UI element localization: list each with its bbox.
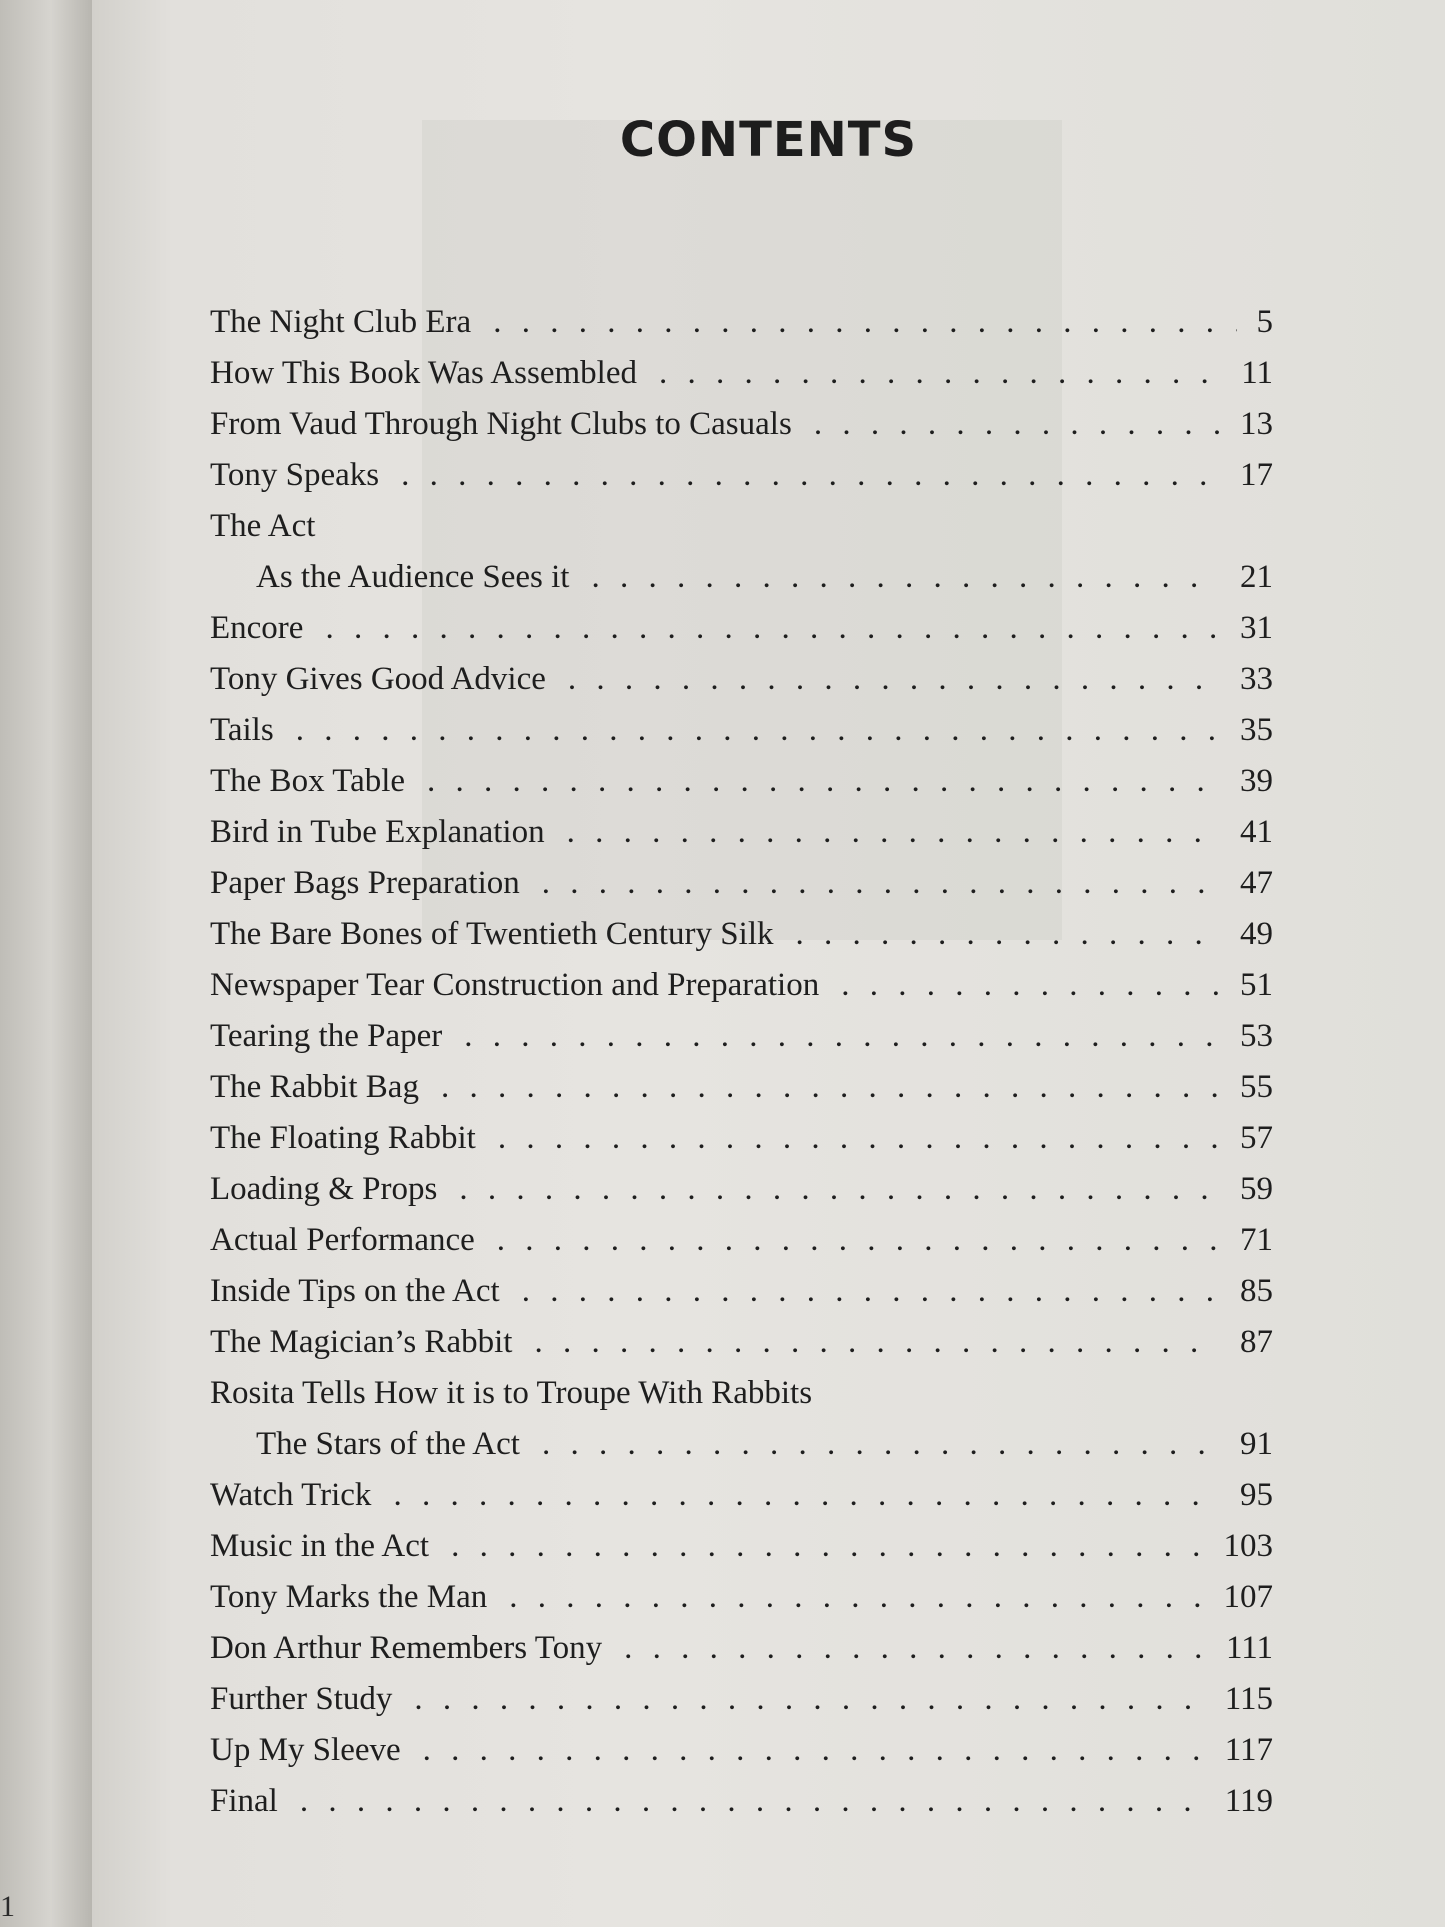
toc-entry-page-number: 47 <box>1240 865 1273 901</box>
dot-leader <box>414 1681 1204 1718</box>
toc-entry <box>210 1630 1273 1681</box>
dot-leader <box>814 406 1220 443</box>
toc-entry <box>210 304 1273 355</box>
toc-entry-title: Actual Performance <box>210 1222 475 1258</box>
toc-entry <box>210 610 1273 661</box>
toc-entry <box>210 457 1273 508</box>
toc-entry <box>210 814 1273 865</box>
dot-leader <box>568 661 1220 698</box>
toc-entry-title: As the Audience Sees it <box>256 559 570 595</box>
corner-page-number: 1 <box>0 1890 15 1923</box>
toc-entry <box>210 712 1273 763</box>
toc-entry-title: The Rabbit Bag <box>210 1069 419 1105</box>
toc-entry-page-number: 21 <box>1240 559 1273 595</box>
toc-entry <box>210 508 1273 559</box>
toc-entry-page-number: 115 <box>1224 1681 1273 1717</box>
toc-entry-title: From Vaud Through Night Clubs to Casuals <box>210 406 792 442</box>
toc-entry-page-number: 111 <box>1225 1630 1273 1666</box>
dot-leader <box>509 1579 1203 1616</box>
toc-entry-title: The Floating Rabbit <box>210 1120 476 1156</box>
dot-leader <box>459 1171 1220 1208</box>
toc-entry-title: Paper Bags Preparation <box>210 865 520 901</box>
toc-entry-title: Bird in Tube Explanation <box>210 814 545 850</box>
toc-entry-page-number: 51 <box>1240 967 1273 1003</box>
toc-entry-title: Final <box>210 1783 278 1819</box>
toc-entry <box>210 1477 1273 1528</box>
dot-leader <box>401 457 1220 494</box>
toc-entry-page-number: 95 <box>1240 1477 1273 1513</box>
toc-entry-title: The Box Table <box>210 763 406 799</box>
toc-entry <box>210 1222 1273 1273</box>
table-of-contents <box>210 304 1273 1834</box>
page-title: CONTENTS <box>619 112 918 168</box>
toc-entry-title: The Bare Bones of Twentieth Century Silk <box>210 916 774 952</box>
toc-entry-page-number: 107 <box>1223 1579 1273 1615</box>
toc-entry <box>210 1528 1273 1579</box>
toc-entry-page-number: 57 <box>1240 1120 1273 1156</box>
toc-entry-title: Rosita Tells How it is to Troupe With Rabbits <box>210 1375 813 1411</box>
toc-entry-page-number: 11 <box>1241 355 1273 391</box>
dot-leader <box>427 763 1220 800</box>
dot-leader <box>300 1783 1205 1820</box>
toc-entry-page-number: 31 <box>1240 610 1273 646</box>
toc-entry-page-number: 117 <box>1224 1732 1273 1768</box>
dot-leader <box>493 304 1236 341</box>
dot-leader <box>441 1069 1220 1106</box>
toc-entry-page-number: 91 <box>1240 1426 1273 1462</box>
toc-entry-title: Tails <box>210 712 274 748</box>
dot-leader <box>393 1477 1220 1514</box>
toc-entry <box>210 1273 1273 1324</box>
toc-entry <box>210 1375 1273 1426</box>
toc-entry-title: Newspaper Tear Construction and Preparation <box>210 967 820 1003</box>
toc-entry-title: How This Book Was Assembled <box>210 355 637 391</box>
toc-entry <box>210 1324 1273 1375</box>
toc-entry-page-number: 85 <box>1240 1273 1273 1309</box>
dot-leader <box>542 1426 1220 1463</box>
toc-entry-title: Tony Marks the Man <box>210 1579 488 1615</box>
toc-entry-page-number: 5 <box>1256 304 1273 340</box>
toc-entry-title: The Stars of the Act <box>256 1426 520 1462</box>
dot-leader <box>423 1732 1205 1769</box>
dot-leader <box>296 712 1220 749</box>
dot-leader <box>567 814 1220 851</box>
toc-entry-page-number: 53 <box>1240 1018 1273 1054</box>
toc-entry <box>210 1069 1273 1120</box>
toc-entry <box>210 1171 1273 1222</box>
toc-entry-page-number: 59 <box>1240 1171 1273 1207</box>
toc-entry-page-number: 87 <box>1240 1324 1273 1360</box>
toc-entry-title: Don Arthur Remembers Tony <box>210 1630 603 1666</box>
dot-leader <box>841 967 1220 1004</box>
dot-leader <box>497 1222 1220 1259</box>
dot-leader <box>534 1324 1220 1361</box>
toc-entry-page-number: 103 <box>1223 1528 1273 1564</box>
toc-entry-page-number: 71 <box>1240 1222 1273 1258</box>
toc-entry <box>210 1018 1273 1069</box>
toc-entry-title: The Act <box>210 508 316 544</box>
toc-entry-page-number: 119 <box>1224 1783 1273 1819</box>
dot-leader <box>659 355 1221 392</box>
toc-entry <box>210 916 1273 967</box>
toc-entry-title: Tearing the Paper <box>210 1018 443 1054</box>
toc-entry <box>210 661 1273 712</box>
toc-entry-page-number: 17 <box>1240 457 1273 493</box>
dot-leader <box>522 1273 1220 1310</box>
dot-leader <box>325 610 1220 647</box>
toc-entry <box>210 1681 1273 1732</box>
toc-entry-title: Loading & Props <box>210 1171 438 1207</box>
toc-entry <box>210 1426 1273 1477</box>
dot-leader <box>624 1630 1206 1667</box>
toc-entry-title: The Magician’s Rabbit <box>210 1324 513 1360</box>
toc-entry-page-number: 33 <box>1240 661 1273 697</box>
dot-leader <box>591 559 1220 596</box>
toc-entry <box>210 1579 1273 1630</box>
toc-entry-page-number: 35 <box>1240 712 1273 748</box>
toc-entry-title: Watch Trick <box>210 1477 372 1513</box>
toc-entry-title: Further Study <box>210 1681 393 1717</box>
facing-page-edge <box>0 0 92 1927</box>
toc-entry <box>210 406 1273 457</box>
dot-leader <box>795 916 1220 953</box>
dot-leader <box>542 865 1220 902</box>
dot-leader <box>498 1120 1220 1157</box>
toc-entry <box>210 1120 1273 1171</box>
toc-entry-page-number: 39 <box>1240 763 1273 799</box>
toc-entry-title: Up My Sleeve <box>210 1732 401 1768</box>
toc-entry-title: Tony Gives Good Advice <box>210 661 546 697</box>
toc-entry <box>210 763 1273 814</box>
toc-entry <box>210 1732 1273 1783</box>
toc-entry-page-number: 13 <box>1240 406 1273 442</box>
book-page <box>92 0 1445 1927</box>
toc-entry-title: The Night Club Era <box>210 304 472 340</box>
toc-entry <box>210 1783 1273 1834</box>
toc-entry-page-number: 55 <box>1240 1069 1273 1105</box>
toc-entry-page-number: 41 <box>1240 814 1273 850</box>
dot-leader <box>451 1528 1203 1565</box>
toc-entry-title: Inside Tips on the Act <box>210 1273 500 1309</box>
toc-entry-title: Music in the Act <box>210 1528 430 1564</box>
toc-entry-title: Tony Speaks <box>210 457 380 493</box>
toc-entry <box>210 559 1273 610</box>
dot-leader <box>464 1018 1220 1055</box>
toc-entry <box>210 967 1273 1018</box>
toc-entry <box>210 865 1273 916</box>
toc-entry <box>210 355 1273 406</box>
toc-entry-title: Encore <box>210 610 304 646</box>
toc-entry-page-number: 49 <box>1240 916 1273 952</box>
